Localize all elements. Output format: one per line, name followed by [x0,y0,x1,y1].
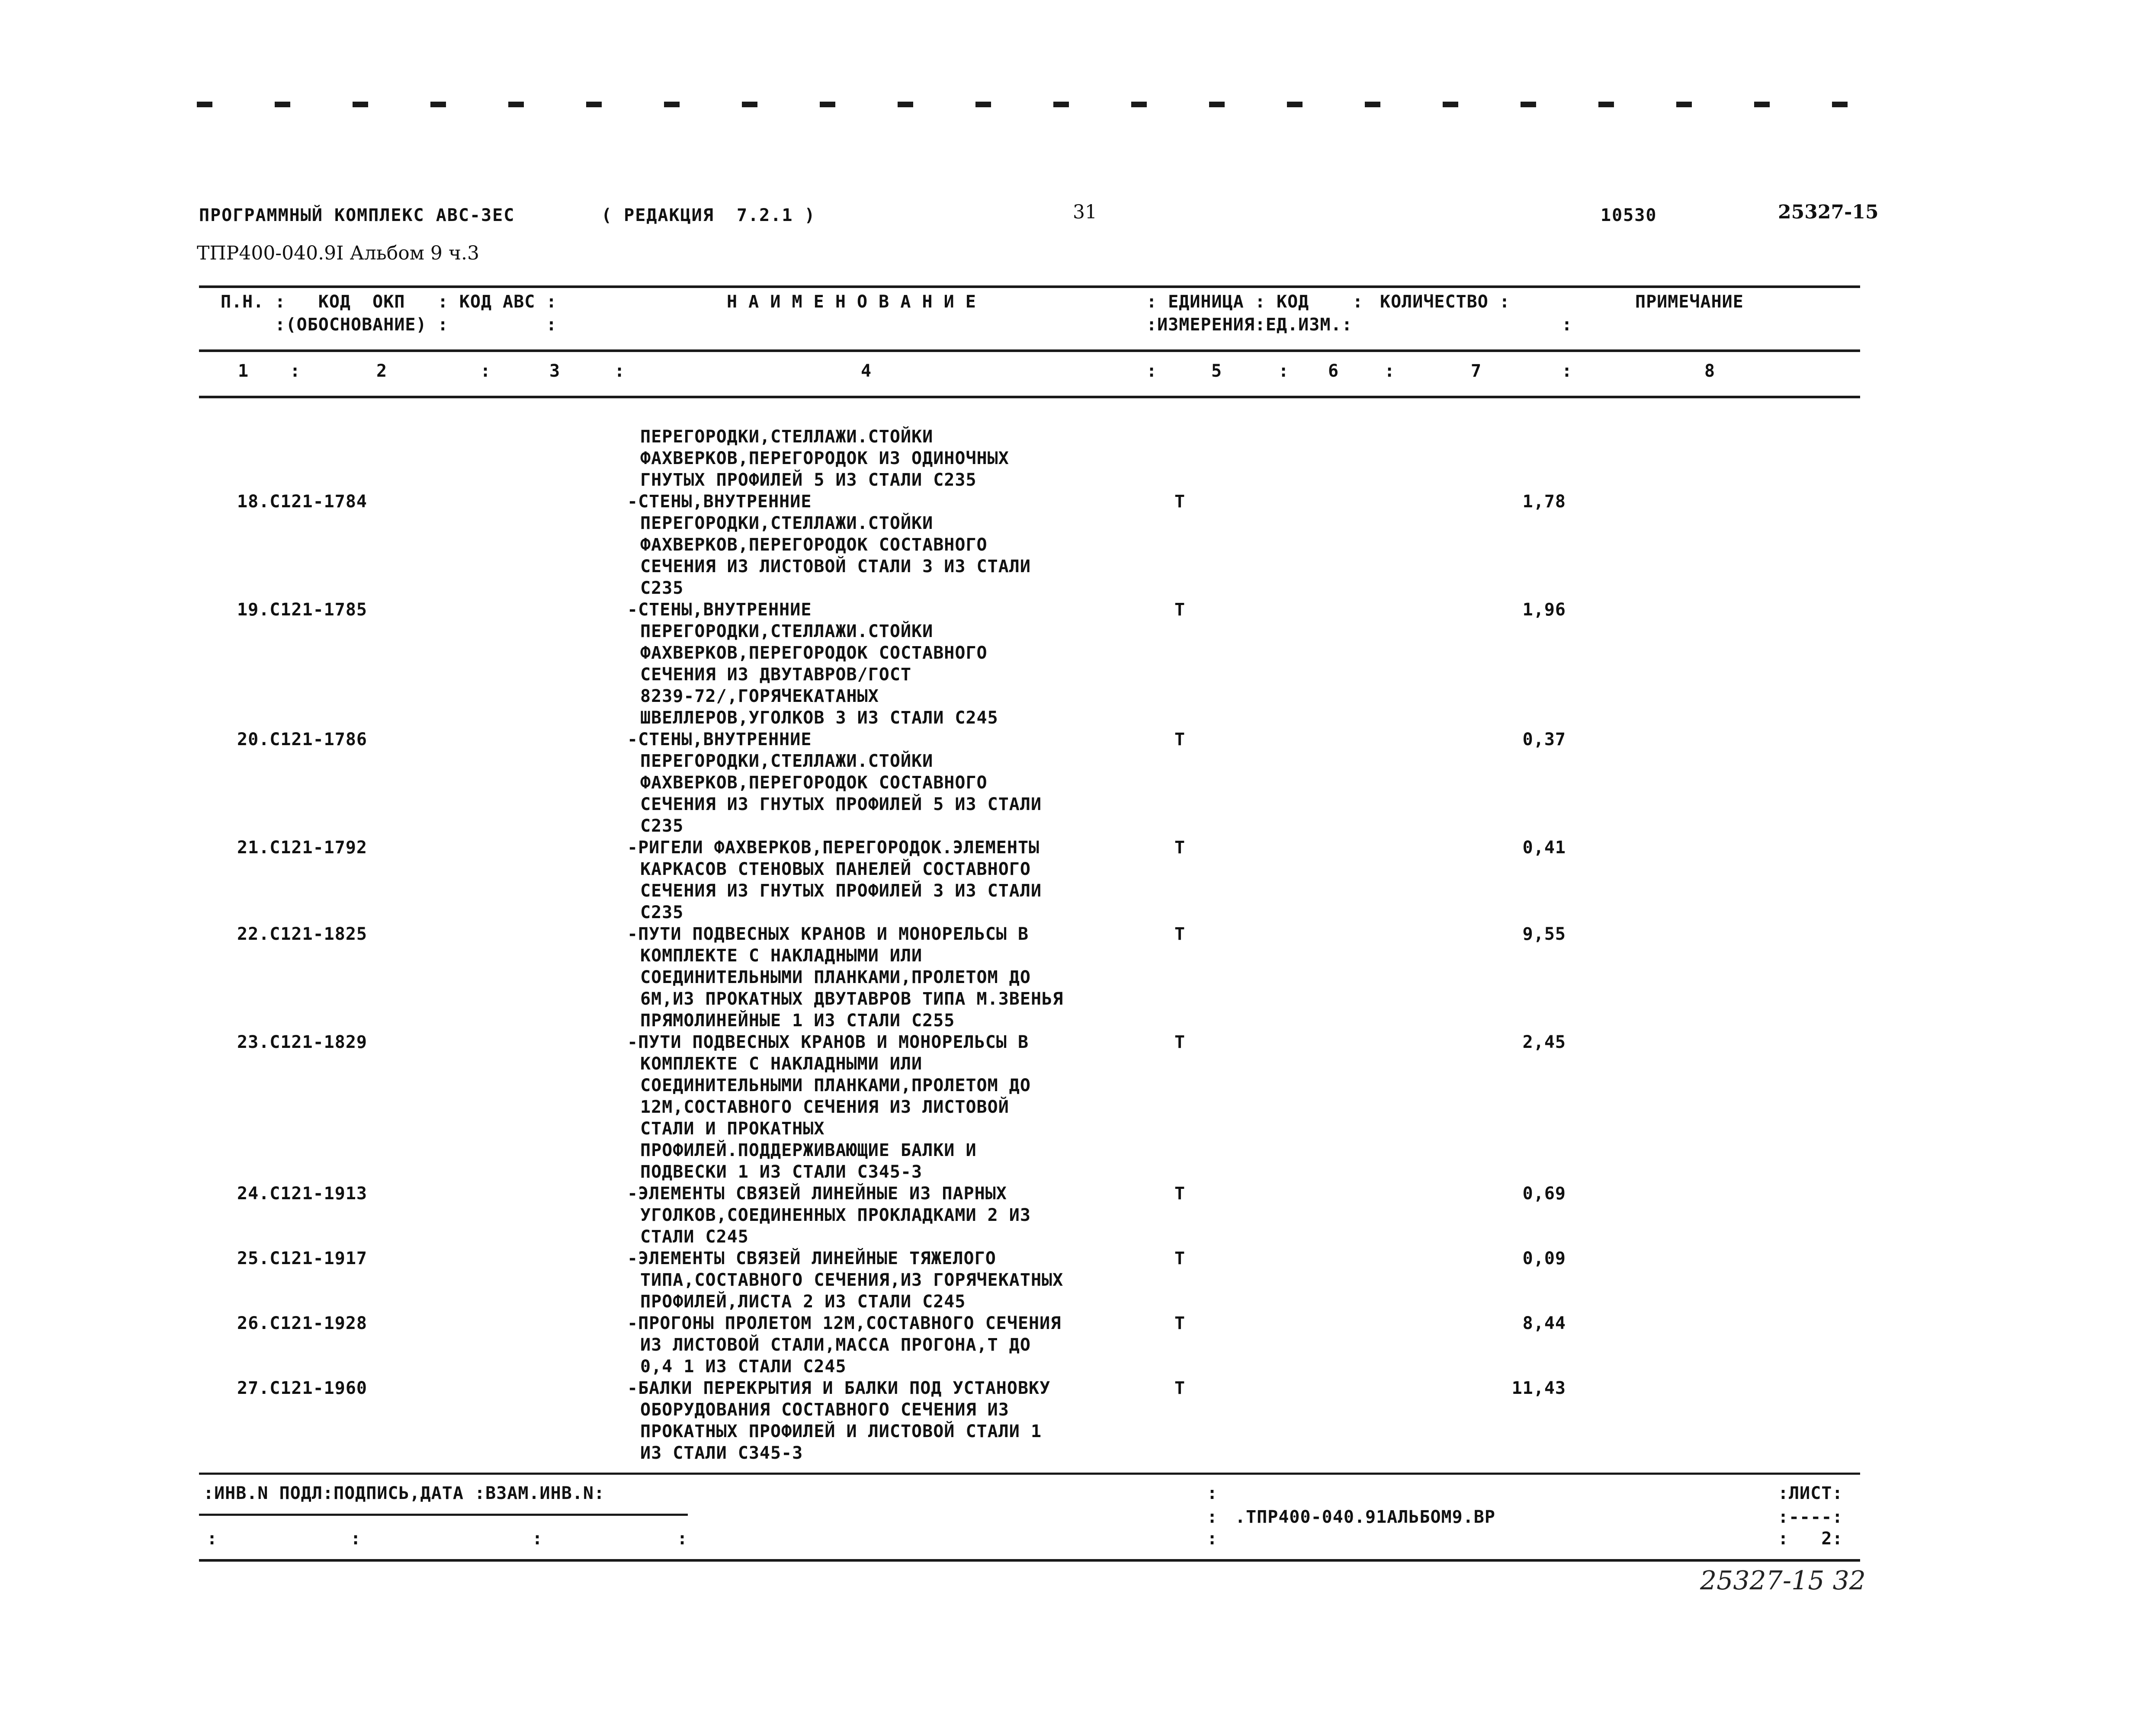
row-unit: Т [1174,600,1186,620]
row-unit: Т [1174,1032,1186,1052]
column-separator: : [1562,361,1573,381]
row-name-line: С235 [640,578,684,598]
row-name-line: ПРЯМОЛИНЕЙНЫЕ 1 ИЗ СТАЛИ С255 [640,1011,955,1031]
row-name-line: С235 [640,816,684,836]
row-unit: Т [1174,492,1186,512]
row-name-line: ПЕРЕГОРОДКИ,СТЕЛЛАЖИ.СТОЙКИ [640,513,934,533]
perforation-dash [820,102,835,107]
sheet-label: :ЛИСТ: [1778,1483,1843,1503]
row-name-line: ПРОФИЛЕЙ,ЛИСТА 2 ИЗ СТАЛИ С245 [640,1292,966,1312]
row-unit: Т [1174,1184,1186,1204]
row-name-line: ИЗ СТАЛИ С345-3 [640,1443,803,1463]
numbers-rule [199,396,1860,398]
row-name-line: ПЕРЕГОРОДКИ,СТЕЛЛАЖИ.СТОЙКИ [640,621,934,641]
column-number: 2 [376,361,388,381]
header-rule [199,349,1860,352]
row-quantity: 0,41 [1522,838,1566,858]
perforation-dash [1365,102,1380,107]
row-quantity: 0,69 [1522,1184,1566,1204]
perforation-dash [1754,102,1770,107]
row-quantity: 9,55 [1522,924,1566,944]
column-number: 4 [861,361,872,381]
footer-mid-colon-2: : [1207,1507,1218,1527]
footer-mid-colon-1: : [1207,1483,1218,1503]
row-name-line: ФАХВЕРКОВ,ПЕРЕГОРОДОК СОСТАВНОГО [640,643,988,663]
row-name-line: СОЕДИНИТЕЛЬНЫМИ ПЛАНКАМИ,ПРОЛЕТОМ ДО [640,1076,1031,1095]
row-code: 25.С121-1917 [237,1249,367,1268]
document-title: ТПР400-040.9I Альбом 9 ч.3 [197,242,479,264]
row-quantity: 2,45 [1522,1032,1566,1052]
perforation-dash [353,102,368,107]
row-name-line: ПЕРЕГОРОДКИ,СТЕЛЛАЖИ.СТОЙКИ [640,751,934,771]
footer-colon-4: : [677,1529,688,1549]
column-number: 8 [1704,361,1716,381]
footer-labels: :ИНВ.N ПОДЛ:ПОДПИСЬ,ДАТА :ВЗАМ.ИНВ.N: [203,1483,605,1503]
footer-bottom-rule [199,1559,1860,1562]
row-name-line: СТАЛИ И ПРОКАТНЫХ [640,1119,825,1139]
perforation-dash [1598,102,1614,107]
row-name-line: ПРОФИЛЕЙ.ПОДДЕРЖИВАЮЩИЕ БАЛКИ И [640,1140,977,1160]
document-code: .ТПР400-040.91АЛЬБОМ9.ВР [1235,1507,1495,1527]
header-col-1-3: П.Н. : КОД ОКП : КОД АВС : [221,292,557,312]
row-unit: Т [1174,838,1186,858]
column-separator: : [480,361,491,381]
header-col-4: Н А И М Е Н О В А Н И Е [727,292,976,312]
row-name-line: УГОЛКОВ,СОЕДИНЕННЫХ ПРОКЛАДКАМИ 2 ИЗ [640,1205,1031,1225]
perforation-dash [197,102,212,107]
header-col-5-6-line2: :ИЗМЕРЕНИЯ:ЕД.ИЗМ.: [1146,315,1353,335]
perforation-dash [1832,102,1848,107]
perforation-dash [1287,102,1303,107]
perforation-dash [1521,102,1536,107]
column-number: 7 [1471,361,1482,381]
row-name-line: -ПРОГОНЫ ПРОЛЕТОМ 12М,СОСТАВНОГО СЕЧЕНИЯ [627,1313,1062,1333]
row-name-line: СТАЛИ С245 [640,1227,749,1247]
row-name-line: -ЭЛЕМЕНТЫ СВЯЗЕЙ ЛИНЕЙНЫЕ ИЗ ПАРНЫХ [627,1184,1007,1204]
handwritten-number: 25327-15 32 [1700,1566,1866,1596]
row-code: 22.С121-1825 [237,924,367,944]
edition-label: ( РЕДАКЦИЯ 7.2.1 ) [601,205,816,225]
row-name-line: 6М,ИЗ ПРОКАТНЫХ ДВУТАВРОВ ТИПА М.ЗВЕНЬЯ [640,989,1064,1009]
row-quantity: 11,43 [1511,1378,1566,1398]
perforation-dash [898,102,913,107]
footer-mid-colon-3: : [1207,1529,1218,1549]
row-name-line: КОМПЛЕКТЕ С НАКЛАДНЫМИ ИЛИ [640,946,923,966]
row-quantity: 1,78 [1522,492,1566,512]
column-separator: : [1146,361,1158,381]
row-name-line: ОБОРУДОВАНИЯ СОСТАВНОГО СЕЧЕНИЯ ИЗ [640,1400,1009,1420]
row-quantity: 1,96 [1522,600,1566,620]
row-code: 24.С121-1913 [237,1184,367,1204]
footer-top-rule [199,1473,1860,1475]
row-name-line: СЕЧЕНИЯ ИЗ ЛИСТОВОЙ СТАЛИ 3 ИЗ СТАЛИ [640,557,1031,576]
column-number: 5 [1211,361,1222,381]
row-name-line: -БАЛКИ ПЕРЕКРЫТИЯ И БАЛКИ ПОД УСТАНОВКУ [627,1378,1051,1398]
row-code: 26.С121-1928 [237,1313,367,1333]
perforation-dash [1131,102,1147,107]
row-name-line: -ЭЛЕМЕНТЫ СВЯЗЕЙ ЛИНЕЙНЫЕ ТЯЖЕЛОГО [627,1249,996,1268]
perforation-dash [275,102,290,107]
row-code: 21.С121-1792 [237,838,367,858]
program-name: ПРОГРАММНЫЙ КОМПЛЕКС АВС-3ЕС [199,205,515,225]
column-number: 6 [1328,361,1339,381]
column-separator: : [1278,361,1290,381]
row-name-line: 8239-72/,ГОРЯЧЕКАТАНЫХ [640,686,879,706]
row-name-line: С235 [640,903,684,922]
row-name-line: СЕЧЕНИЯ ИЗ ДВУТАВРОВ/ГОСТ [640,665,912,685]
header-code-1: 10530 [1601,205,1657,225]
footer-colon-1: : [207,1529,218,1549]
row-name-line: -РИГЕЛИ ФАХВЕРКОВ,ПЕРЕГОРОДОК.ЭЛЕМЕНТЫ [627,838,1040,858]
footer-left-rule [199,1514,688,1516]
row-unit: Т [1174,924,1186,944]
column-number: 3 [549,361,561,381]
header-code-2: 25327-15 [1778,201,1879,223]
row-name-line: ФАХВЕРКОВ,ПЕРЕГОРОДОК СОСТАВНОГО [640,535,988,555]
row-name-line: КАРКАСОВ СТЕНОВЫХ ПАНЕЛЕЙ СОСТАВНОГО [640,859,1031,879]
sheet-separator: :----: [1778,1507,1843,1527]
row-name-line: КОМПЛЕКТЕ С НАКЛАДНЫМИ ИЛИ [640,1054,923,1074]
intro-line: ПЕРЕГОРОДКИ,СТЕЛЛАЖИ.СТОЙКИ [640,427,934,447]
row-unit: Т [1174,1378,1186,1398]
row-code: 27.С121-1960 [237,1378,367,1398]
table-top-rule [199,285,1860,288]
row-code: 23.С121-1829 [237,1032,367,1052]
header-col-7-line2: : [1562,315,1573,335]
header-col-7: КОЛИЧЕСТВО : [1380,292,1510,312]
sheet-number: : 2: [1778,1529,1843,1549]
row-name-line: ФАХВЕРКОВ,ПЕРЕГОРОДОК СОСТАВНОГО [640,773,988,793]
perforation-dash [1053,102,1069,107]
row-unit: Т [1174,1313,1186,1333]
header-col-1-3-line2: :(ОБОСНОВАНИЕ) : : [221,315,557,335]
perforation-dash [430,102,446,107]
row-name-line: -СТЕНЫ,ВНУТРЕННИЕ [627,492,812,512]
intro-line: ФАХВЕРКОВ,ПЕРЕГОРОДОК ИЗ ОДИНОЧНЫХ [640,448,1009,468]
row-unit: Т [1174,730,1186,749]
row-quantity: 8,44 [1522,1313,1566,1333]
row-code: 18.С121-1784 [237,492,367,512]
row-name-line: -СТЕНЫ,ВНУТРЕННИЕ [627,600,812,620]
row-name-line: -ПУТИ ПОДВЕСНЫХ КРАНОВ И МОНОРЕЛЬСЫ В [627,924,1029,944]
row-name-line: 12М,СОСТАВНОГО СЕЧЕНИЯ ИЗ ЛИСТОВОЙ [640,1097,1009,1117]
row-quantity: 0,09 [1522,1249,1566,1268]
column-separator: : [1384,361,1396,381]
perforation-dash [1676,102,1692,107]
row-name-line: СЕЧЕНИЯ ИЗ ГНУТЫХ ПРОФИЛЕЙ 5 ИЗ СТАЛИ [640,794,1042,814]
row-name-line: -ПУТИ ПОДВЕСНЫХ КРАНОВ И МОНОРЕЛЬСЫ В [627,1032,1029,1052]
column-separator: : [290,361,301,381]
row-name-line: 0,4 1 ИЗ СТАЛИ С245 [640,1357,847,1377]
page-number: 31 [1073,201,1097,223]
perforation-dash [975,102,991,107]
row-name-line: ТИПА,СОСТАВНОГО СЕЧЕНИЯ,ИЗ ГОРЯЧЕКАТНЫХ [640,1270,1064,1290]
footer-colon-3: : [532,1529,543,1549]
row-unit: Т [1174,1249,1186,1268]
intro-line: ГНУТЫХ ПРОФИЛЕЙ 5 ИЗ СТАЛИ С235 [640,470,977,490]
column-number: 1 [238,361,249,381]
row-name-line: СЕЧЕНИЯ ИЗ ГНУТЫХ ПРОФИЛЕЙ 3 ИЗ СТАЛИ [640,881,1042,901]
header-col-5-6: : ЕДИНИЦА : КОД : [1146,292,1364,312]
perforation-dash [586,102,602,107]
row-code: 19.С121-1785 [237,600,367,620]
row-code: 20.С121-1786 [237,730,367,749]
row-name-line: -СТЕНЫ,ВНУТРЕННИЕ [627,730,812,749]
perforation-dash [664,102,680,107]
header-col-8: ПРИМЕЧАНИЕ [1635,292,1744,312]
perforation-dash [742,102,757,107]
perforation-dash [1443,102,1458,107]
row-name-line: ПОДВЕСКИ 1 ИЗ СТАЛИ С345-3 [640,1162,923,1182]
column-separator: : [614,361,626,381]
footer-colon-2: : [350,1529,362,1549]
perforation-dash [508,102,524,107]
row-name-line: ПРОКАТНЫХ ПРОФИЛЕЙ И ЛИСТОВОЙ СТАЛИ 1 [640,1422,1042,1441]
row-name-line: ШВЕЛЛЕРОВ,УГОЛКОВ 3 ИЗ СТАЛИ С245 [640,708,998,728]
row-name-line: ИЗ ЛИСТОВОЙ СТАЛИ,МАССА ПРОГОНА,Т ДО [640,1335,1031,1355]
perforation-dash [1209,102,1225,107]
row-quantity: 0,37 [1522,730,1566,749]
row-name-line: СОЕДИНИТЕЛЬНЫМИ ПЛАНКАМИ,ПРОЛЕТОМ ДО [640,967,1031,987]
